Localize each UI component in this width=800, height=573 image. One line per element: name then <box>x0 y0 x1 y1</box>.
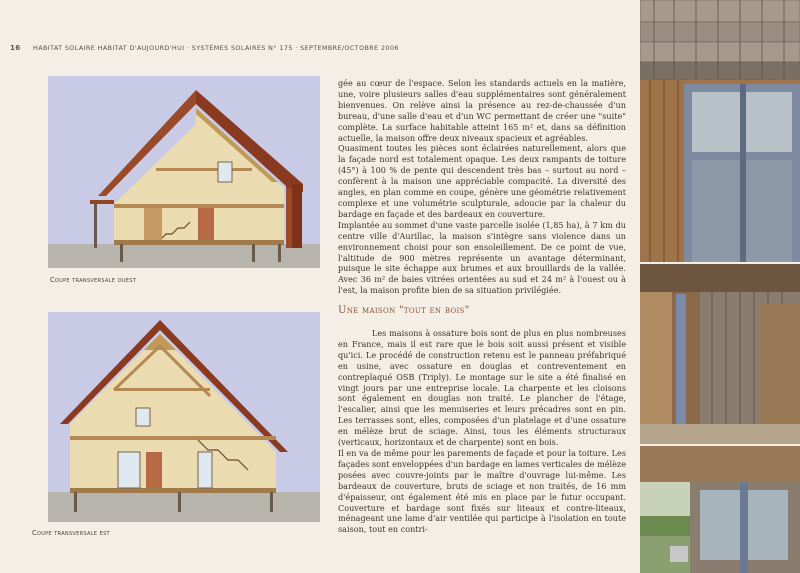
paragraph-2: Quasiment toutes les pièces sont éclairées naturellement, alors que la façade nord est totalement opaque. Les deux rampants de toiture (45°) à 100 % de pente qui descendent très bas – surtout au nord – confèrent à la maison une appréciable compacité. La diversité des angles, en plan comme en coupe, génère une géométrie relativement complexe et une volumétrie sculpturale, adoucie par la chaleur du bardage en façade et des bardeaux en couverture. <box>338 143 626 219</box>
west-section-drawing <box>48 76 320 268</box>
west-section-caption: Coupe transversale ouest <box>50 276 137 284</box>
paragraph-3: Implantée au sommet d'une vaste parcelle isolée (1,85 ha), à 7 km du centre ville d'Aurillac, la maison s'intègre sans violence dans un environnement choisi pour son ensoleillement. De ce point de vue, l'altitude de 900 mètres représente un avantage déterminant, puisque le site échappe aux brumes et aux brouillards de la vallée. Avec 36 m² de baies vitrées orientées au sud et 24 m² à l'ouest ou à l'est, la maison profite bien de sa situation privilégiée. <box>338 219 626 296</box>
photo-facade-cladding <box>640 264 800 444</box>
article-text <box>338 78 626 535</box>
photo-facade-shingles <box>640 0 800 262</box>
paragraph-1: gée au cœur de l'espace. Selon les standards actuels en la matière, une, voire plusieurs salles d'eau supplémentaires sont généralement bienvenues. On relève ainsi la présence au rez-de-chaussée d'un bureau, d'une salle d'eau et d'un WC permettant de créer une "suite" complète. La surface habitable atteint 165 m² et, dans sa définition actuelle, la maison offre deux niveaux spacieux et agréables. <box>338 78 626 143</box>
photo-terrace-window <box>640 446 800 573</box>
section-title: Une maison "tout en bois" <box>338 305 470 317</box>
paragraph-5: Il en va de même pour les parements de façade et pour la toiture. Les façades sont enveloppées d'un bardage en lames verticales de mélèze posées avec couvre-joints par le maître d'ouvrage lui-même. Les bardeaux de couverture, bruts de sciage et non traités, de 16 mm d'épaisseur, ont également été mis en place par le futur occupant. Couverture et bardage sont fixés sur liteaux et contre-liteaux, ménageant une lame d'air ventilée qui participe à l'isolation en toute saison, tout en contri- <box>338 448 626 535</box>
running-title: HABITAT SOLAIRE HABITAT D'AUJOURD'HUI · SYSTÈMES SOLAIRES N° 175 · SEPTEMBRE/OCTOBRE 2006 <box>32 44 399 52</box>
paragraph-4: Les maisons à ossature bois sont de plus en plus nombreuses en France, mais il est rare que le bois soit aussi présent et visible qu'ici. Le procédé de construction retenu est le panneau préfabriqué en usine, avec ossature en douglas et contreventement en contreplaqué OSB (Triply). Le montage sur le site a été finalisé en vingt jours par une entreprise locale. La charpente et les cloisons sont également en douglas non traité. Le plancher de l'étage, l'escalier, ainsi que les menuiseries et leurs précadres sont en pin. Les terrasses sont, elles, composées d'un platelage et d'une ossature en mélèze brut de sciage. Ainsi, tous les éléments structuraux (verticaux, horizontaux et de charpente) sont en bois. <box>338 328 626 448</box>
running-header <box>10 44 399 52</box>
east-section-caption: Coupe transversale est <box>32 529 110 537</box>
page-number: 16 <box>10 44 21 52</box>
east-section-drawing <box>48 312 320 522</box>
